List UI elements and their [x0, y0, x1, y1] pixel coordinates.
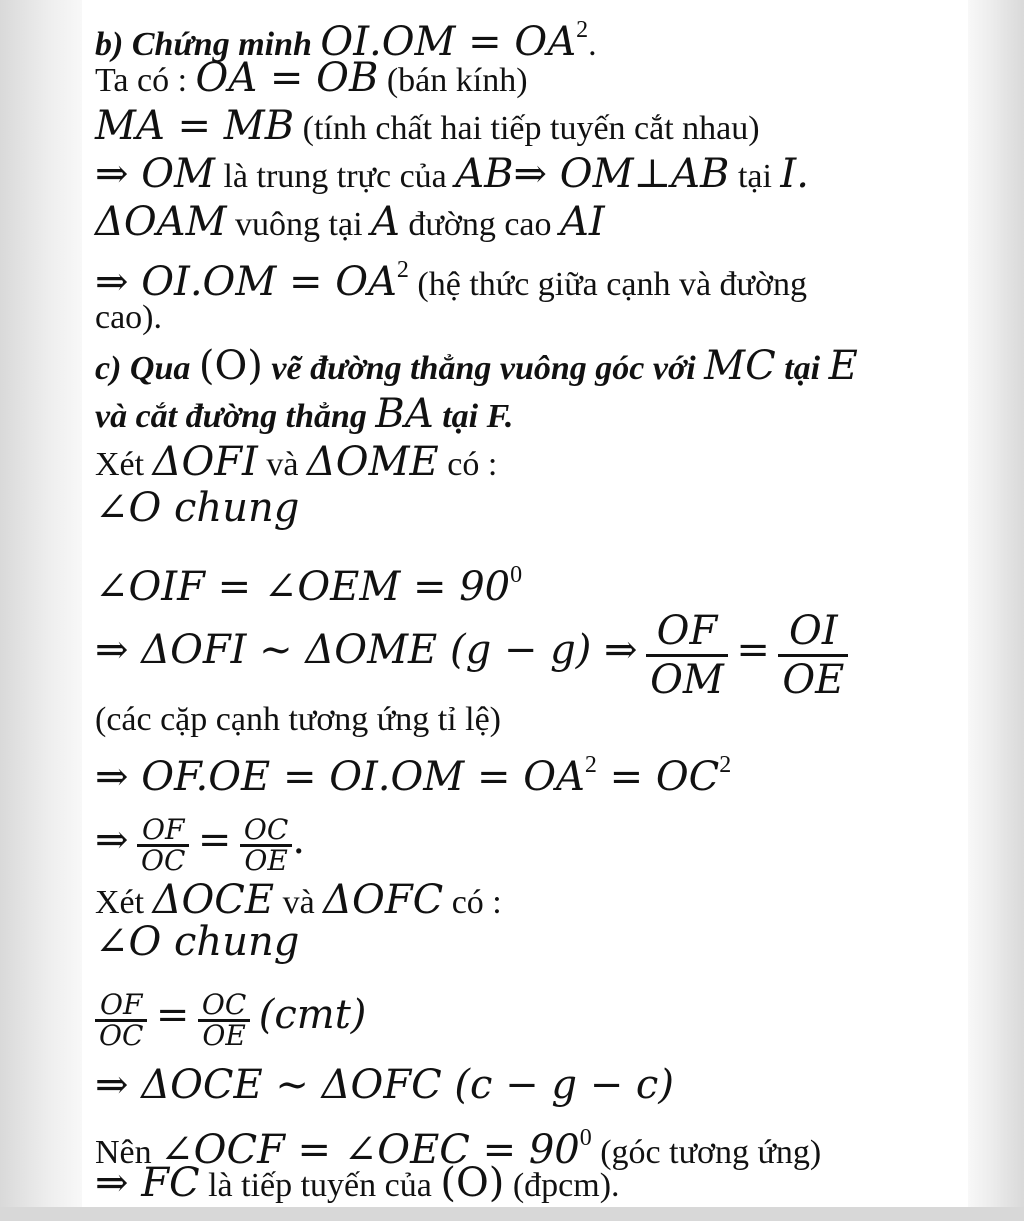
part-c-consider-1: [95, 439, 498, 485]
part-b-l6-text: cao).: [95, 299, 163, 336]
period: .: [292, 817, 306, 863]
part-b-l4-math-b: A: [371, 199, 400, 245]
part-c-x1-product-exp-1: 2: [584, 752, 597, 778]
part-b-line-2: [95, 103, 760, 149]
fraction-denominator: OE: [782, 656, 845, 703]
part-b-l4-math-a: ΔOAM: [95, 199, 227, 245]
part-b-line-5: [95, 250, 807, 305]
part-b-line-4: [95, 199, 605, 245]
part-c-x1-ratio-fraction-1: [137, 812, 189, 877]
part-c-heading2-math: BA: [375, 391, 434, 437]
part-c-consider-2: [95, 877, 502, 923]
fraction-numerator: OF: [646, 608, 728, 657]
part-b-l3-math-c: I.: [780, 151, 809, 197]
part-c-x2-cmt: (cmt): [258, 992, 367, 1038]
part-c-x1-right: ∠OIF = ∠OEM = 90: [95, 564, 511, 610]
part-b-l1-math: OA = OB: [195, 55, 379, 101]
part-b-line-3: [95, 151, 809, 197]
part-c-x2-fraction-1: [95, 987, 147, 1052]
part-c-x1-math-b: ΔOME: [306, 439, 439, 485]
part-c-x1-note: (các cặp cạnh tương ứng tỉ lệ): [95, 701, 501, 738]
part-c-heading: [95, 343, 858, 389]
equals-sign: =: [736, 627, 770, 673]
fraction-numerator: OC: [240, 816, 292, 847]
part-c-heading-b: vẽ đường thẳng vuông góc với: [271, 350, 696, 387]
part-c-x1-ratio-line: [95, 805, 305, 878]
part-c-x2-angle: ∠O chung: [95, 919, 300, 965]
equals-sign: =: [155, 992, 190, 1038]
fraction-denominator: OM: [650, 656, 724, 703]
part-c-x1-math-a: ΔOFI: [152, 439, 258, 485]
part-c-x2-text-c: có :: [451, 884, 502, 921]
part-c-x2-ratio-line: [95, 980, 366, 1053]
part-c-x2-angles: ∠OCF = ∠OEC = 90: [160, 1127, 580, 1173]
part-c-heading-a: c) Qua: [95, 350, 191, 387]
part-b-heading-math: OI.OM = OA: [320, 19, 577, 65]
part-b-heading-label: b) Chứng minh: [95, 26, 312, 63]
part-c-x2-final-math-b: (O): [440, 1160, 505, 1206]
part-b-l5-note: (hệ thức giữa cạnh và đường: [417, 266, 807, 303]
fraction-denominator: OC: [99, 1018, 144, 1052]
part-c-heading-c: tại: [784, 350, 821, 387]
part-c-x1-text-b: và: [266, 446, 299, 483]
part-c-heading-math-c: E: [828, 343, 858, 389]
page-shadow-bottom: [0, 1207, 1024, 1221]
part-c-x1-text-a: Xét: [95, 446, 145, 483]
part-c-x2-angle-line: [95, 919, 300, 965]
fraction-numerator: OF: [137, 816, 189, 847]
part-b-line-1: [95, 55, 528, 101]
part-c-conclusion-line: [95, 1160, 620, 1206]
part-c-x2-final-text: là tiếp tuyến của: [208, 1167, 432, 1204]
part-c-x2-similarity-line: [95, 1062, 674, 1108]
part-b-l3-text-a: là trung trực của: [223, 158, 447, 195]
part-c-x2-text-a: Xét: [95, 884, 145, 921]
part-b-l3-text-b: tại: [737, 158, 772, 195]
part-b-l3-math-a: ⇒ OM: [95, 151, 215, 197]
part-b-l5-exp: 2: [396, 257, 409, 283]
part-c-x2-math-b: ΔOFC: [323, 877, 444, 923]
fraction-denominator: OC: [141, 843, 186, 877]
page-shadow-left: [0, 0, 82, 1221]
fraction-denominator: OE: [244, 843, 288, 877]
part-c-x1-fraction-2: [778, 608, 848, 703]
part-c-x1-product: ⇒ OF.OE = OI.OM = OA: [95, 754, 585, 800]
equals-sign: =: [197, 817, 232, 863]
part-c-x1-angle: ∠O chung: [95, 485, 300, 531]
part-b-l1-text: Ta có :: [95, 62, 188, 99]
part-c-x1-note-line: [95, 700, 501, 740]
part-c-x1-similarity-line: [95, 600, 848, 703]
part-b-l4-text-b: đường cao: [408, 206, 552, 243]
part-b-l1-note: (bán kính): [386, 62, 528, 99]
part-c-x1-text-c: có :: [447, 446, 498, 483]
part-c-heading2-a: và cắt đường thẳng: [95, 398, 367, 435]
part-c-x1-product-line: [95, 745, 731, 800]
part-c-x1-sim: ⇒ ΔOFI ∼ ΔOME (g − g) ⇒: [95, 627, 638, 673]
part-c-x2-final-math-a: ⇒ FC: [95, 1160, 200, 1206]
implies-arrow: ⇒: [95, 817, 129, 863]
part-c-x1-fraction-1: [646, 608, 728, 703]
part-b-l2-note: (tính chất hai tiếp tuyến cắt nhau): [302, 110, 760, 147]
page-shadow-right: [968, 0, 1024, 1221]
part-c-x2-sim: ⇒ ΔOCE ∼ ΔOFC (c − g − c): [95, 1062, 674, 1108]
part-b-l3-math-b: AB⇒ OM⊥AB: [455, 151, 730, 197]
part-c-heading-math-b: MC: [704, 343, 776, 389]
part-b-l4-text-a: vuông tại: [235, 206, 363, 243]
fraction-numerator: OC: [198, 991, 250, 1022]
part-c-x2-angles-exp: 0: [579, 1125, 592, 1151]
part-b-l4-math-c: AI: [560, 199, 605, 245]
part-c-x1-right-exp: 0: [510, 562, 523, 588]
part-b-heading-end: .: [588, 26, 597, 63]
part-b-heading-exp: 2: [576, 17, 589, 43]
fraction-numerator: OF: [95, 991, 147, 1022]
part-c-x2-nen: Nên: [95, 1134, 152, 1171]
part-c-heading2-b: tại F.: [442, 398, 514, 435]
part-c-x2-final-note: (đpcm).: [512, 1167, 620, 1204]
part-c-x1-product-mid: = OC: [596, 754, 720, 800]
part-c-x2-angles-note: (góc tương ứng): [600, 1134, 822, 1171]
part-b-l5-math: ⇒ OI.OM = OA: [95, 259, 397, 305]
part-c-x2-text-b: và: [282, 884, 315, 921]
part-c-heading-2: [95, 391, 514, 437]
part-c-x1-product-exp-2: 2: [719, 752, 732, 778]
fraction-numerator: OI: [778, 608, 848, 657]
part-b-line-6: [95, 298, 162, 338]
part-c-x1-ratio-fraction-2: [240, 812, 292, 877]
part-c-heading-math-a: (O): [198, 343, 263, 389]
part-c-x1-angle-line: [95, 485, 300, 531]
part-c-x2-fraction-2: [198, 987, 250, 1052]
fraction-denominator: OE: [202, 1018, 246, 1052]
part-c-x2-math-a: ΔOCE: [152, 877, 275, 923]
part-b-l2-math: MA = MB: [95, 103, 295, 149]
